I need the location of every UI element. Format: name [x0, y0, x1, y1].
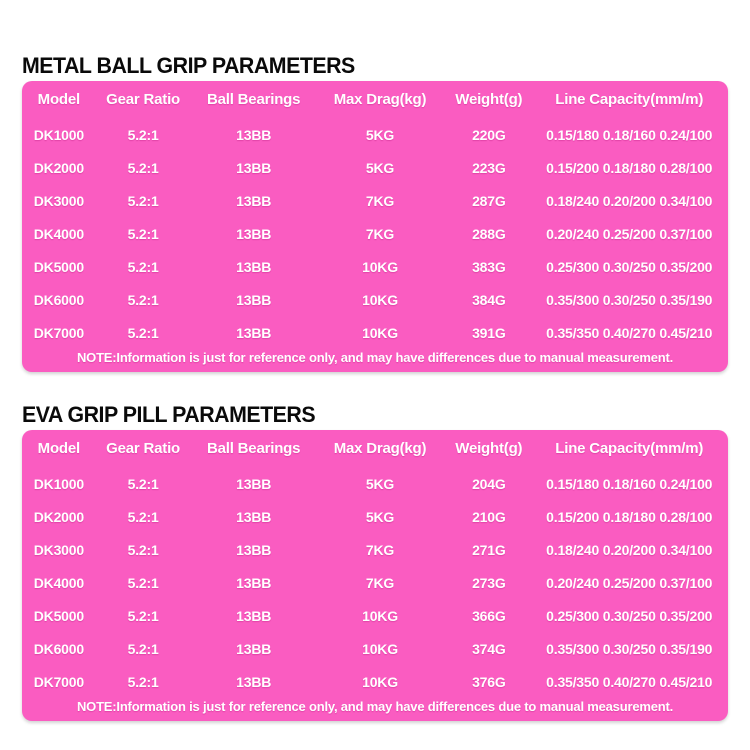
table-cell: DK6000 — [33, 291, 84, 308]
column-header: Weight(g) — [455, 91, 523, 108]
table-cell: 7KG — [365, 192, 395, 209]
table-cell: DK3000 — [33, 192, 84, 209]
table-cell: 10KG — [362, 291, 398, 308]
table-cell: 0.25/300 0.30/250 0.35/200 — [546, 258, 713, 275]
table-cell: 0.20/240 0.25/200 0.37/100 — [546, 225, 713, 242]
table-cell: 391G — [472, 324, 506, 341]
table-cell: 5.2:1 — [127, 192, 159, 209]
table-cell: DK7000 — [33, 673, 84, 690]
table-cell: 0.18/240 0.20/200 0.34/100 — [546, 541, 713, 558]
metal-table-note: NOTE:Information is just for reference only, and may have differences due to manual measurement. — [76, 350, 674, 365]
table-cell: DK4000 — [33, 225, 84, 242]
table-cell: 5.2:1 — [127, 324, 159, 341]
table-cell: 383G — [472, 258, 506, 275]
table-cell: 5KG — [365, 475, 395, 492]
column-header: Ball Bearings — [207, 91, 301, 108]
column-header: Gear Ratio — [106, 440, 181, 457]
table-cell: 5KG — [365, 508, 395, 525]
table-cell: 0.35/350 0.40/270 0.45/210 — [546, 673, 713, 690]
table-row — [22, 665, 728, 698]
table-cell: 13BB — [236, 258, 272, 275]
table-cell: 13BB — [236, 541, 272, 558]
table-row — [22, 118, 728, 151]
table-cell: 7KG — [365, 574, 395, 591]
table-cell: 5.2:1 — [127, 291, 159, 308]
table-cell: 5.2:1 — [127, 673, 159, 690]
table-row — [22, 151, 728, 184]
table-cell: 5KG — [365, 159, 395, 176]
table-cell: DK5000 — [33, 258, 84, 275]
table-cell: 0.15/200 0.18/180 0.28/100 — [546, 508, 713, 525]
table-cell: DK2000 — [33, 508, 84, 525]
table-cell: 5.2:1 — [127, 159, 159, 176]
table-cell: 10KG — [362, 607, 398, 624]
table-cell: DK3000 — [33, 541, 84, 558]
table-cell: 5KG — [365, 126, 395, 143]
table-cell: 13BB — [236, 225, 272, 242]
table-cell: 10KG — [362, 258, 398, 275]
table-cell: 288G — [472, 225, 506, 242]
table-cell: 0.15/200 0.18/180 0.28/100 — [546, 159, 713, 176]
metal-ball-grip-table-card — [22, 81, 728, 372]
table-cell: DK6000 — [33, 640, 84, 657]
table-cell: 0.35/300 0.30/250 0.35/190 — [546, 291, 713, 308]
table-cell: 13BB — [236, 607, 272, 624]
table-row — [22, 566, 728, 599]
eva-grip-pill-title: EVA GRIP PILL PARAMETERS — [22, 402, 316, 427]
table-cell: 0.15/180 0.18/160 0.24/100 — [546, 475, 713, 492]
table-row — [22, 316, 728, 349]
table-cell: 5.2:1 — [127, 607, 159, 624]
table-cell: 271G — [472, 541, 506, 558]
table-cell: 13BB — [236, 192, 272, 209]
table-row — [22, 217, 728, 250]
table-cell: 210G — [472, 508, 506, 525]
table-cell: 5.2:1 — [127, 126, 159, 143]
metal-ball-grip-title: METAL BALL GRIP PARAMETERS — [22, 53, 355, 78]
table-cell: DK1000 — [33, 126, 84, 143]
table-cell: 13BB — [236, 291, 272, 308]
table-cell: DK1000 — [33, 475, 84, 492]
table-cell: 5.2:1 — [127, 225, 159, 242]
table-row — [22, 533, 728, 566]
table-cell: 384G — [472, 291, 506, 308]
table-cell: 13BB — [236, 640, 272, 657]
table-row — [22, 184, 728, 217]
table-cell: 5.2:1 — [127, 508, 159, 525]
table-cell: 5.2:1 — [127, 640, 159, 657]
header-row — [22, 430, 728, 467]
eva-grip-pill-table-card — [22, 430, 728, 721]
table-row — [22, 467, 728, 500]
table-cell: 0.20/240 0.25/200 0.37/100 — [546, 574, 713, 591]
eva-table-note: NOTE:Information is just for reference only, and may have differences due to manual measurement. — [76, 699, 674, 714]
table-cell: 13BB — [236, 508, 272, 525]
table-cell: 0.18/240 0.20/200 0.34/100 — [546, 192, 713, 209]
table-cell: 5.2:1 — [127, 475, 159, 492]
header-row — [22, 81, 728, 118]
column-header: Max Drag(kg) — [333, 91, 427, 108]
table-cell: 5.2:1 — [127, 541, 159, 558]
table-cell: 0.15/180 0.18/160 0.24/100 — [546, 126, 713, 143]
table-cell: 0.25/300 0.30/250 0.35/200 — [546, 607, 713, 624]
table-cell: 13BB — [236, 574, 272, 591]
table-cell: 5.2:1 — [127, 258, 159, 275]
table-cell: 220G — [472, 126, 506, 143]
table-cell: 287G — [472, 192, 506, 209]
table-cell: 0.35/300 0.30/250 0.35/190 — [546, 640, 713, 657]
table-cell: 374G — [472, 640, 506, 657]
table-cell: 13BB — [236, 159, 272, 176]
column-header: Model — [37, 440, 81, 457]
eva-grip-pill-spec-table — [22, 430, 728, 698]
table-cell: 13BB — [236, 673, 272, 690]
table-cell: 376G — [472, 673, 506, 690]
table-cell: 204G — [472, 475, 506, 492]
table-row — [22, 250, 728, 283]
table-cell: DK5000 — [33, 607, 84, 624]
table-cell: 7KG — [365, 225, 395, 242]
column-header: Ball Bearings — [207, 440, 301, 457]
table-cell: 13BB — [236, 475, 272, 492]
table-cell: 366G — [472, 607, 506, 624]
table-cell: 7KG — [365, 541, 395, 558]
table-cell: 10KG — [362, 673, 398, 690]
table-row — [22, 632, 728, 665]
table-cell: 223G — [472, 159, 506, 176]
table-cell: DK4000 — [33, 574, 84, 591]
column-header: Model — [37, 91, 81, 108]
column-header: Weight(g) — [455, 440, 523, 457]
table-cell: 10KG — [362, 324, 398, 341]
table-row — [22, 283, 728, 316]
metal-ball-grip-spec-table — [22, 81, 728, 349]
column-header: Max Drag(kg) — [333, 440, 427, 457]
table-cell: 5.2:1 — [127, 574, 159, 591]
table-cell: 0.35/350 0.40/270 0.45/210 — [546, 324, 713, 341]
column-header: Gear Ratio — [106, 91, 181, 108]
table-cell: DK7000 — [33, 324, 84, 341]
table-cell: 273G — [472, 574, 506, 591]
table-cell: 13BB — [236, 324, 272, 341]
table-cell: 13BB — [236, 126, 272, 143]
table-row — [22, 599, 728, 632]
column-header: Line Capacity(mm/m) — [555, 91, 704, 108]
table-row — [22, 500, 728, 533]
column-header: Line Capacity(mm/m) — [555, 440, 704, 457]
table-cell: 10KG — [362, 640, 398, 657]
table-cell: DK2000 — [33, 159, 84, 176]
